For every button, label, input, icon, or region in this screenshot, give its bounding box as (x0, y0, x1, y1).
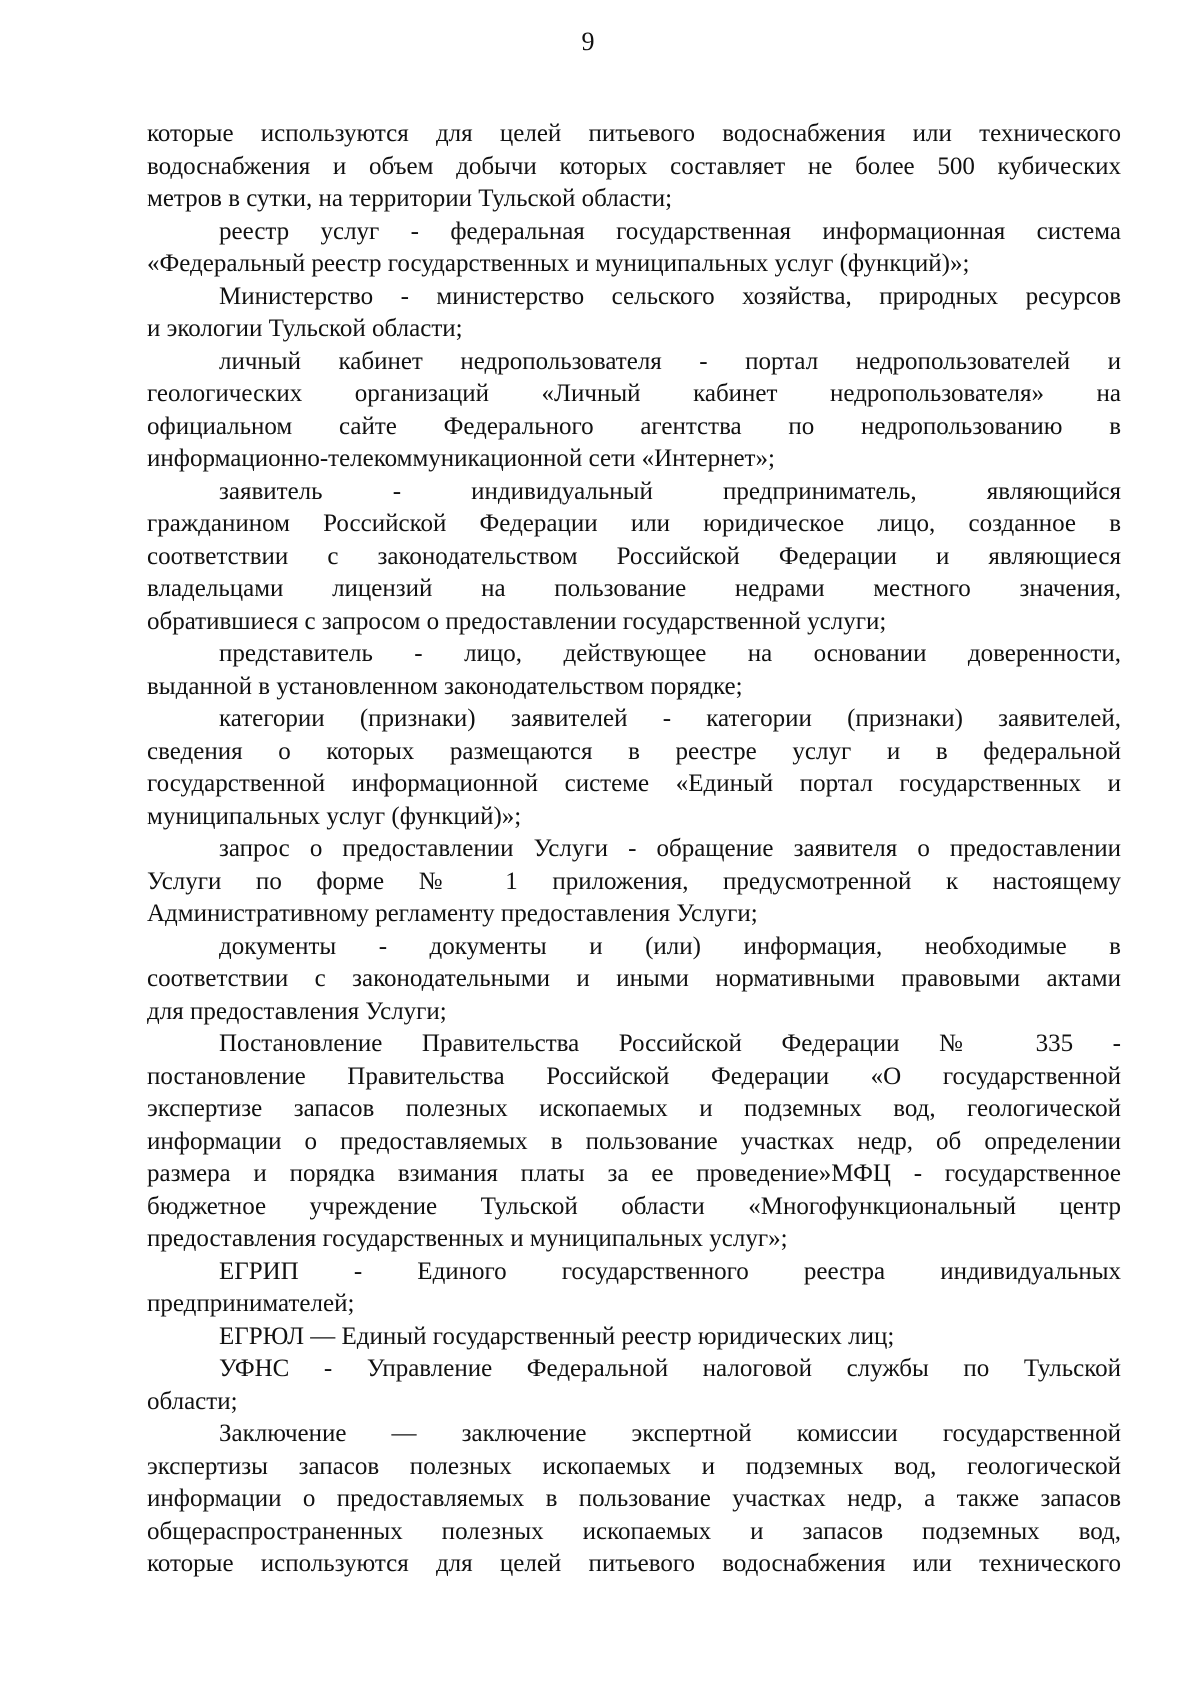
text-line: представитель - лицо, действующее на основании доверенности, (219, 640, 1121, 667)
text-line: информации о предоставляемых в пользование участках недр, а также запасов (147, 1485, 1121, 1512)
text-line: информации о предоставляемых в пользование участках недр, об определении (147, 1127, 1121, 1155)
document-body (147, 118, 1121, 1581)
text-line: обратившиеся с запросом о предоставлении государственной услуги; (147, 607, 887, 635)
text-line: которые используются для целей питьевого водоснабжения или технического (147, 1550, 1121, 1577)
text-line: заявитель - индивидуальный предприниматель, являющийся (219, 477, 1121, 505)
text-line: информационно-телекоммуникационной сети «Интернет»; (147, 445, 775, 472)
text-line: постановление Правительства Российской Федерации «О государственной (147, 1062, 1121, 1090)
text-line: ЕГРЮЛ — Единый государственный реестр юридических лиц; (219, 1322, 895, 1350)
text-line: УФНС - Управление Федеральной налоговой службы по Тульской (219, 1355, 1121, 1382)
text-line: Постановление Правительства Российской Федерации № 335 - (219, 1030, 1121, 1057)
text-line: ЕГРИП - Единого государственного реестра индивидуальных (219, 1257, 1121, 1285)
text-line: Министерство - министерство сельского хозяйства, природных ресурсов (219, 282, 1121, 310)
text-line: метров в сутки, на территории Тульской области; (147, 185, 673, 212)
text-line: Услуги по форме № 1 приложения, предусмотренной к настоящему (147, 867, 1121, 895)
text-line: бюджетное учреждение Тульской области «Многофункциональный центр (147, 1192, 1121, 1220)
text-line: общераспространенных полезных ископаемых и запасов подземных вод, (147, 1517, 1121, 1545)
text-line: предоставления государственных и муниципальных услуг»; (147, 1225, 788, 1252)
text-line: области; (147, 1387, 238, 1415)
text-line: соответствии с законодательными и иными нормативными правовыми актами (147, 965, 1121, 992)
text-line: для предоставления Услуги; (147, 997, 447, 1025)
text-line: гражданином Российской Федерации или юридическое лицо, созданное в (147, 510, 1121, 537)
text-line: экспертизы запасов полезных ископаемых и подземных вод, геологической (147, 1452, 1121, 1480)
text-line: выданной в установленном законодательством порядке; (147, 672, 743, 700)
text-line: сведения о которых размещаются в реестре услуг и в федеральной (147, 737, 1121, 765)
text-line: Административному регламенту предоставления Услуги; (147, 900, 758, 927)
text-line: экспертизе запасов полезных ископаемых и подземных вод, геологической (147, 1095, 1121, 1122)
text-line: водоснабжения и объем добычи которых составляет не более 500 кубических (147, 152, 1121, 180)
text-line: предпринимателей; (147, 1290, 355, 1317)
text-line: «Федеральный реестр государственных и муниципальных услуг (функций)»; (147, 250, 970, 277)
text-line: которые используются для целей питьевого водоснабжения или технического (147, 120, 1121, 147)
text-line: личный кабинет недропользователя - портал недропользователей и (219, 347, 1121, 375)
text-line: документы - документы и (или) информация, необходимые в (219, 932, 1121, 960)
page-number: 9 (581, 27, 595, 56)
text-line: геологических организаций «Личный кабинет недропользователя» на (147, 380, 1121, 407)
text-line: государственной информационной системе «Единый портал государственных и (147, 770, 1121, 797)
text-line: размера и порядка взимания платы за ее проведение»МФЦ - государственное (147, 1160, 1121, 1187)
text-line: соответствии с законодательством Российской Федерации и являющиеся (147, 542, 1121, 570)
text-line: муниципальных услуг (функций)»; (147, 802, 522, 830)
text-line: запрос о предоставлении Услуги - обращение заявителя о предоставлении (219, 835, 1121, 862)
text-line: и экологии Тульской области; (147, 315, 463, 342)
text-line: Заключение — заключение экспертной комиссии государственной (219, 1420, 1121, 1447)
text-line: реестр услуг - федеральная государственная информационная система (219, 217, 1121, 245)
text-line: владельцами лицензий на пользование недрами местного значения, (147, 575, 1121, 602)
text-line: категории (признаки) заявителей - категории (признаки) заявителей, (219, 705, 1121, 732)
text-line: официальном сайте Федерального агентства по недропользованию в (147, 412, 1121, 440)
